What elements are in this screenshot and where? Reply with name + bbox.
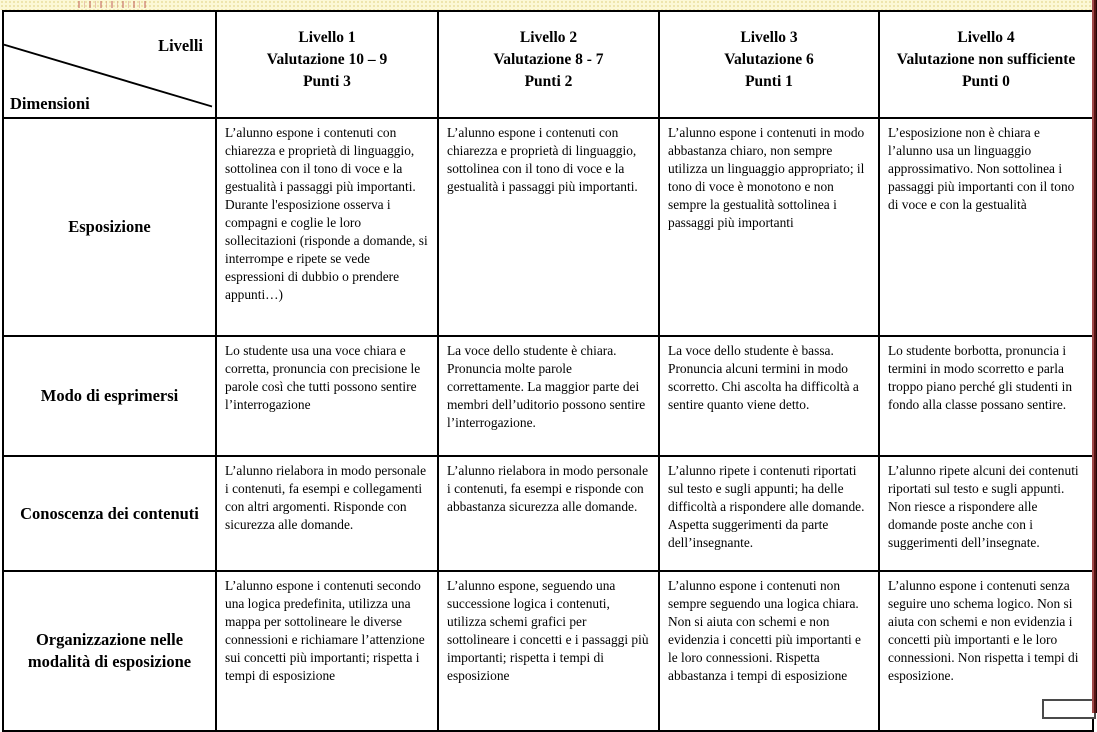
rubric-cell-esposizione-l2: L’alunno espone i contenuti con chiarezza e proprietà di linguaggio, sottolinea con il tono di voce e la gestualità i passaggi più importanti.	[438, 118, 659, 336]
corner-cell	[3, 11, 216, 118]
rubric-cell-esposizione-l3: L’alunno espone i contenuti in modo abbastanza chiaro, non sempre utilizza un linguaggio appropriato; il tono di voce è monotono e non sempre la gestualità sottolinea i passaggi più importanti	[659, 118, 879, 336]
level-3-valutazione: Valutazione 6	[724, 51, 814, 68]
level-4-header	[879, 11, 1093, 118]
level-3-punti: Punti 1	[745, 73, 793, 90]
level-4-punti: Punti 0	[962, 73, 1010, 90]
rubric-cell-esposizione-l4: L’esposizione non è chiara e l’alunno usa un linguaggio approssimativo. Non sottolinea i passaggi più importanti con il tono di voce e con la gestualità	[879, 118, 1093, 336]
level-1-valutazione: Valutazione 10 – 9	[266, 51, 388, 68]
rubric-table	[2, 10, 1094, 732]
rubric-cell-modo-l2: La voce dello studente è chiara. Pronuncia molte parole correttamente. La maggior parte dei membri dell’uditorio possono sentire l’interrogazione.	[438, 336, 659, 456]
level-1-header	[216, 11, 438, 118]
dimension-label-modo-di-esprimersi: Modo di esprimersi	[3, 336, 216, 456]
rubric-cell-conoscenza-l2: L’alunno rielabora in modo personale i contenuti, fa esempi e risponde con abbastanza sicurezza alle domande.	[438, 456, 659, 571]
rubric-cell-modo-l1: Lo studente usa una voce chiara e corretta, pronuncia con precisione le parole così che tutti possono sentire l’interrogazione	[216, 336, 438, 456]
rubric-cell-organizzazione-l3: L’alunno espone i contenuti non sempre seguendo una logica chiara. Non si aiuta con schemi e non evidenzia i concetti più importanti e le loro connessioni. Rispetta abbastanza i tempi di esposizione	[659, 571, 879, 731]
rubric-cell-modo-l3: La voce dello studente è bassa. Pronuncia alcuni termini in modo scorretto. Chi ascolta ha difficoltà a sentire quanto viene detto.	[659, 336, 879, 456]
rubric-cell-conoscenza-l1: L’alunno rielabora in modo personale i contenuti, fa esempi e collegamenti con altri argomenti. Risponde con sicurezza alle domande.	[216, 456, 438, 571]
rubric-cell-conoscenza-l3: L’alunno ripete i contenuti riportati sul testo e sugli appunti; ha delle difficoltà a rispondere alle domande. Aspetta suggerimenti da parte dell’insegnante.	[659, 456, 879, 571]
window-right-edge-bar	[1092, 0, 1097, 713]
table-row-esposizione	[3, 118, 1093, 336]
level-1-title: Livello 1	[298, 29, 356, 46]
dimension-label-esposizione: Esposizione	[3, 118, 216, 336]
table-row-modo-di-esprimersi	[3, 336, 1093, 456]
level-2-valutazione: Valutazione 8 - 7	[493, 51, 604, 68]
corner-label-livelli: Livelli	[158, 36, 203, 55]
rubric-cell-modo-l4: Lo studente borbotta, pronuncia i termini in modo scorretto e parla troppo piano perché gli studenti in fondo alla classe possano sentire.	[879, 336, 1093, 456]
rubric-cell-organizzazione-l2: L’alunno espone, seguendo una successione logica i contenuti, utilizza schemi grafici per sottolineare i concetti e i passaggi più importanti; rispetta i tempi di esposizione	[438, 571, 659, 731]
rubric-cell-conoscenza-l4: L’alunno ripete alcuni dei contenuti riportati sul testo e sugli appunti. Non riesce a rispondere alle domande poste anche con i suggerimenti dell’insegnate.	[879, 456, 1093, 571]
level-2-header	[438, 11, 659, 118]
rubric-cell-esposizione-l1: L’alunno espone i contenuti con chiarezza e proprietà di linguaggio, sottolinea con il tono di voce e la gestualità i passaggi più importanti. Durante l'esposizione osserva i compagni e coglie le loro sollecitazioni (risponde a domande, si interrompe e ripete se vede espressioni di dubbio o prendere appunti…)	[216, 118, 438, 336]
page-top-strip	[0, 0, 1097, 10]
dimension-label-organizzazione: Organizzazione nelle modalità di esposizione	[3, 571, 216, 731]
table-row-conoscenza	[3, 456, 1093, 571]
level-3-title: Livello 3	[740, 29, 798, 46]
rubric-cell-organizzazione-l4: L’alunno espone i contenuti senza seguire uno schema logico. Non si aiuta con schemi e non evidenzia i concetti più importanti e le loro connessioni. Non rispetta i tempi di esposizione.	[879, 571, 1093, 731]
level-1-punti: Punti 3	[303, 73, 351, 90]
table-row-organizzazione	[3, 571, 1093, 731]
dimension-label-conoscenza: Conoscenza dei contenuti	[3, 456, 216, 571]
level-2-title: Livello 2	[519, 29, 578, 46]
cutoff-corner-box	[1042, 699, 1096, 719]
corner-label-dimensioni: Dimensioni	[10, 94, 90, 113]
level-4-valutazione: Valutazione non sufficiente	[896, 51, 1076, 68]
level-3-header	[659, 11, 879, 118]
level-2-punti: Punti 2	[524, 73, 573, 90]
level-4-title: Livello 4	[957, 29, 1015, 46]
page-edge-artifact	[78, 1, 150, 8]
rubric-cell-organizzazione-l1: L’alunno espone i contenuti secondo una logica predefinita, utilizza una mappa per sottolineare le diverse connessioni e richiamare l’attenzione sui concetti più importanti; rispetta i tempi di esposizione	[216, 571, 438, 731]
header-row	[3, 11, 1093, 118]
